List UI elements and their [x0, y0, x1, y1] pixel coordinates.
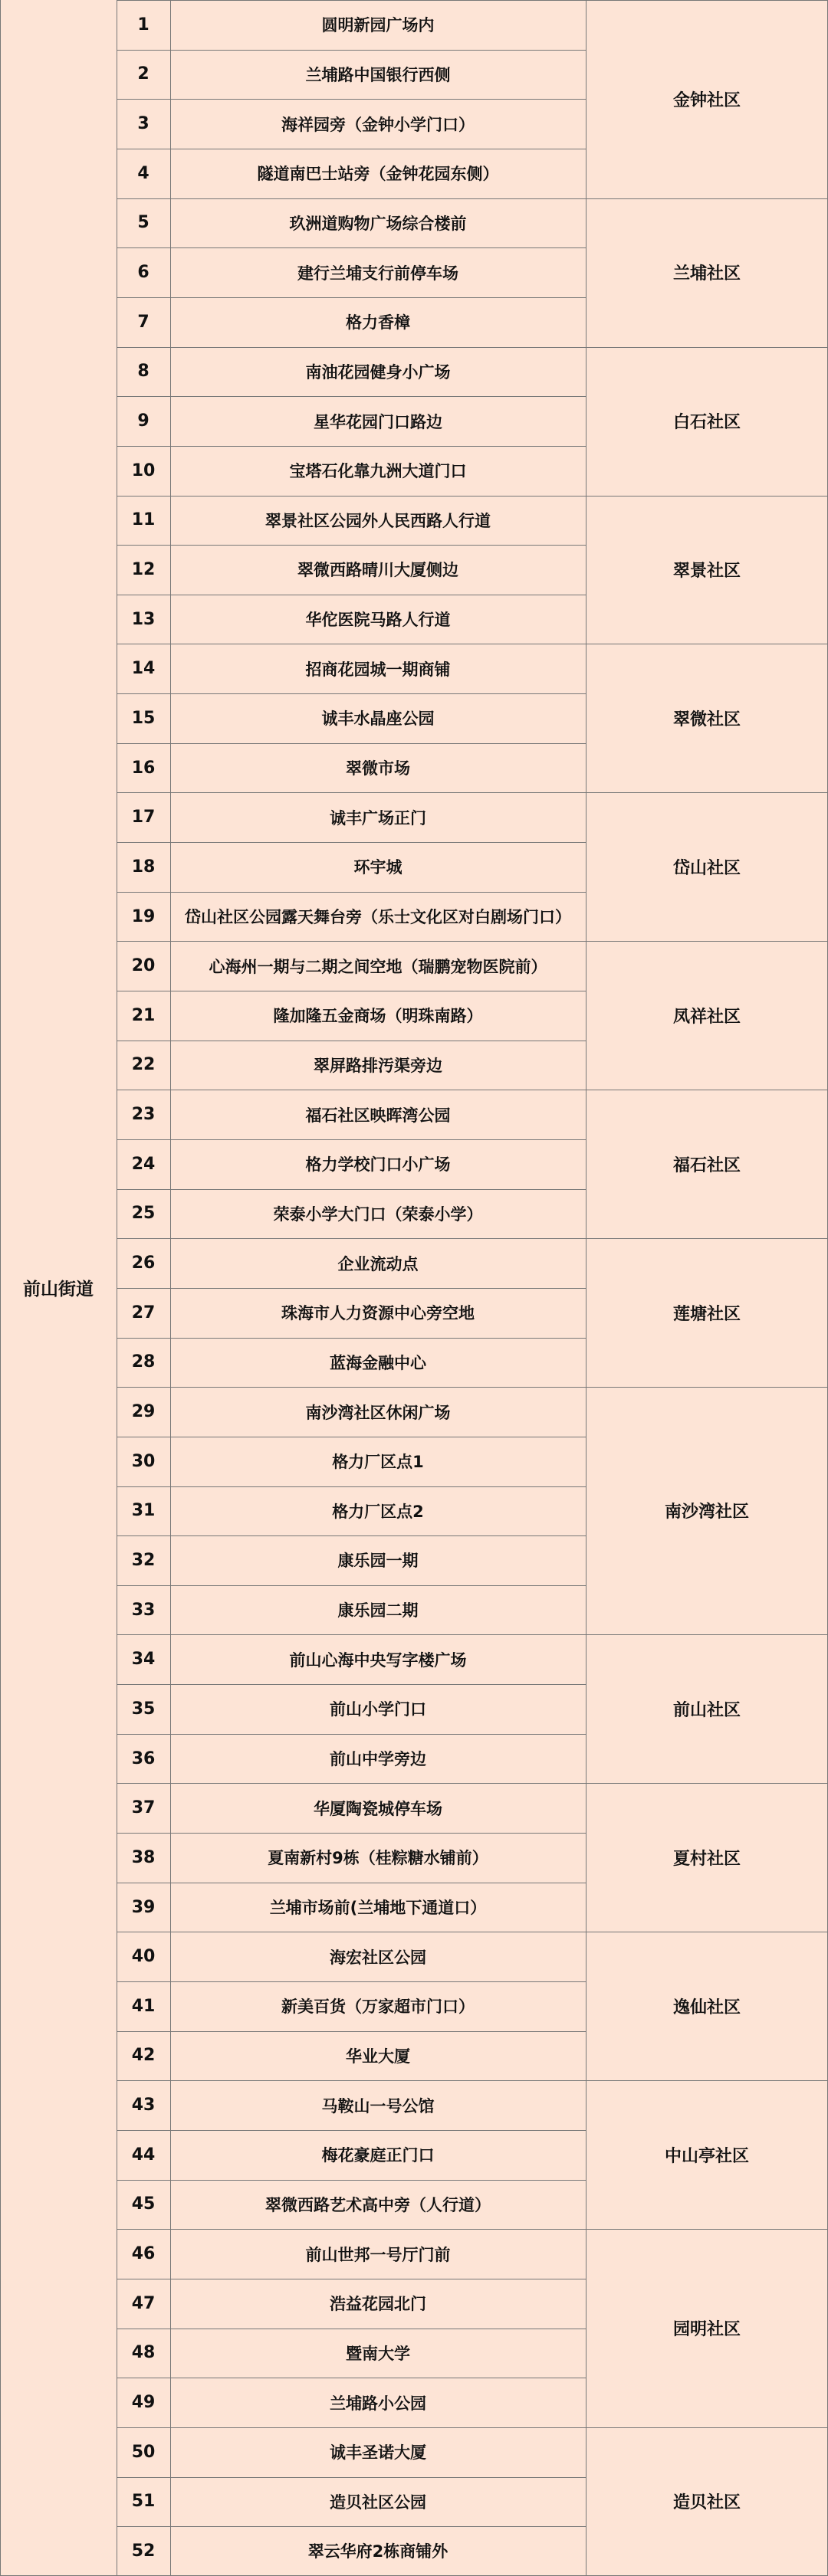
row-number-cell: 8	[137, 362, 150, 382]
location-cell: 荣泰小学大门口（荣泰小学）	[273, 1204, 483, 1224]
location-cell: 暨南大学	[346, 2344, 410, 2363]
row-divider	[117, 941, 586, 942]
row-number-cell: 50	[131, 2442, 156, 2462]
location-cell: 建行兰埔支行前停车场	[297, 264, 458, 283]
location-cell: 新美百货（万家超市门口）	[281, 1998, 475, 2017]
row-number-cell: 4	[137, 163, 150, 183]
row-number-cell: 17	[131, 808, 156, 828]
row-divider	[117, 1585, 586, 1586]
community-cell: 莲塘社区	[672, 1304, 741, 1324]
row-number-cell: 14	[131, 659, 156, 679]
row-divider	[117, 496, 586, 497]
location-cell: 兰埔路小公园	[330, 2394, 426, 2413]
location-cell: 翠景社区公园外人民西路人行道	[265, 511, 491, 530]
row-divider	[117, 1238, 586, 1239]
row-number-cell: 51	[131, 2492, 156, 2512]
row-divider	[117, 743, 586, 744]
community-cell: 造贝社区	[672, 2493, 741, 2513]
location-cell: 夏南新村9栋（桂粽糖水铺前）	[268, 1849, 488, 1868]
row-divider	[117, 1684, 586, 1685]
row-divider	[117, 198, 586, 199]
row-divider	[117, 0, 586, 1]
row-number-cell: 48	[131, 2343, 156, 2363]
location-cell: 翠云华府2栋商铺外	[307, 2542, 449, 2561]
row-number-cell: 49	[131, 2393, 156, 2412]
row-divider	[117, 1833, 586, 1834]
row-number-cell: 38	[131, 1847, 156, 1867]
row-divider	[117, 99, 586, 100]
row-number-cell: 43	[131, 2096, 156, 2116]
location-cell: 格力厂区点2	[332, 1502, 424, 1521]
row-divider	[117, 545, 586, 546]
row-number-cell: 10	[131, 460, 156, 480]
row-number-cell: 16	[131, 758, 156, 778]
location-cell: 宝塔石化靠九洲大道门口	[289, 462, 467, 481]
location-cell: 马鞍山一号公馆	[321, 2096, 435, 2116]
location-cell: 福石社区映晖湾公园	[305, 1106, 451, 1125]
community-cell: 中山亭社区	[664, 2146, 749, 2166]
community-cell: 南沙湾社区	[664, 1503, 749, 1522]
row-divider	[117, 2526, 586, 2527]
location-cell: 华业大厦	[346, 2047, 410, 2066]
row-number-cell: 29	[131, 1402, 156, 1421]
row-divider	[117, 347, 586, 348]
row-number-cell: 52	[131, 2541, 156, 2561]
row-divider	[117, 396, 586, 397]
row-number-cell: 31	[131, 1501, 156, 1521]
location-cell: 圆明新园广场内	[321, 16, 435, 35]
row-number-cell: 1	[137, 15, 150, 34]
row-number-cell: 12	[131, 559, 156, 579]
location-cell: 格力香樟	[346, 313, 410, 333]
community-cell: 凤祥社区	[672, 1007, 741, 1027]
community-cell: 兰埔社区	[672, 264, 741, 284]
row-divider	[117, 50, 586, 51]
row-number-cell: 28	[131, 1352, 156, 1372]
location-cell: 招商花园城一期商铺	[305, 660, 451, 679]
location-cell: 星华花园门口路边	[314, 412, 442, 431]
row-number-cell: 9	[137, 411, 150, 431]
community-divider	[586, 0, 828, 1]
street-name-cell: 前山街道	[23, 1280, 94, 1300]
community-divider	[586, 1783, 828, 1784]
community-divider	[586, 2080, 828, 2081]
row-number-cell: 19	[131, 906, 156, 926]
location-cell: 南油花园健身小广场	[305, 362, 451, 382]
community-divider	[586, 2427, 828, 2428]
row-divider	[117, 1981, 586, 1982]
location-cell: 隆加隆五金商场（明珠南路）	[273, 1007, 483, 1026]
community-divider	[586, 198, 828, 199]
row-divider	[117, 2229, 586, 2230]
location-cell: 兰埔路中国银行西侧	[305, 65, 451, 84]
location-cell: 岱山社区公园露天舞台旁（乐士文化区对白剧场门口）	[185, 908, 571, 926]
row-number-cell: 44	[131, 2145, 156, 2165]
row-number-cell: 47	[131, 2293, 156, 2313]
community-cell: 金钟社区	[672, 90, 741, 110]
row-divider	[117, 2031, 586, 2032]
location-cell: 华佗医院马路人行道	[305, 611, 451, 630]
community-cell: 前山社区	[672, 1700, 741, 1720]
community-divider	[586, 347, 828, 348]
row-divider	[117, 446, 586, 447]
row-divider	[117, 1338, 586, 1339]
row-number-cell: 18	[131, 857, 156, 877]
community-divider	[586, 1387, 828, 1388]
row-divider	[117, 693, 586, 694]
row-divider	[117, 1387, 586, 1388]
location-cell: 梅花豪庭正门口	[321, 2146, 435, 2165]
row-number-cell: 27	[131, 1303, 156, 1322]
row-number-cell: 20	[131, 956, 156, 976]
community-cell: 岱山社区	[672, 858, 741, 878]
community-cell: 逸仙社区	[672, 1998, 741, 2017]
location-cell: 浩益花园北门	[330, 2295, 426, 2314]
row-number-cell: 26	[131, 1254, 156, 1273]
row-divider	[117, 2080, 586, 2081]
row-divider	[117, 2427, 586, 2428]
location-cell: 海祥园旁（金钟小学门口）	[281, 115, 475, 134]
community-cell: 夏村社区	[672, 1849, 741, 1869]
location-cell: 翠微西路艺术高中旁（人行道）	[265, 2195, 491, 2214]
row-divider	[117, 842, 586, 843]
row-divider	[117, 1783, 586, 1784]
row-number-cell: 15	[131, 708, 156, 728]
location-cell: 诚丰圣诺大厦	[330, 2443, 426, 2463]
community-cell: 园明社区	[672, 2320, 741, 2340]
row-number-cell: 39	[131, 1897, 156, 1917]
row-number-cell: 30	[131, 1451, 156, 1471]
row-number-cell: 37	[131, 1798, 156, 1818]
location-cell: 隧道南巴士站旁（金钟花园东侧）	[257, 165, 499, 184]
location-cell: 玖洲道购物广场综合楼前	[289, 214, 467, 233]
location-cell: 兰埔市场前(兰埔地下通道口）	[269, 1899, 487, 1917]
location-cell: 诚丰水晶座公园	[321, 710, 435, 729]
row-number-cell: 21	[131, 1005, 156, 1025]
row-number-cell: 6	[137, 263, 150, 283]
location-cell: 南沙湾社区休闲广场	[305, 1403, 451, 1422]
row-divider	[117, 2180, 586, 2181]
community-divider	[586, 2229, 828, 2230]
row-number-cell: 42	[131, 2046, 156, 2066]
location-cell: 格力厂区点1	[332, 1453, 424, 1472]
location-cell: 海宏社区公园	[330, 1948, 426, 1967]
row-divider	[117, 1189, 586, 1190]
row-number-cell: 35	[131, 1699, 156, 1719]
row-number-cell: 41	[131, 1996, 156, 2016]
row-number-cell: 32	[131, 1550, 156, 1570]
row-divider	[117, 892, 586, 893]
row-number-cell: 34	[131, 1650, 156, 1670]
row-divider	[117, 1734, 586, 1735]
community-divider	[586, 1634, 828, 1635]
location-cell: 华厦陶瓷城停车场	[314, 1799, 442, 1818]
row-number-cell: 7	[137, 312, 150, 332]
location-cell: 前山中学旁边	[330, 1750, 426, 1769]
row-number-cell: 13	[131, 609, 156, 629]
location-cell: 造贝社区公园	[330, 2492, 426, 2512]
location-cell: 蓝海金融中心	[330, 1353, 426, 1372]
location-cell: 环宇城	[353, 858, 402, 877]
row-number-cell: 40	[131, 1947, 156, 1967]
location-cell: 康乐园二期	[337, 1601, 419, 1621]
community-cell: 福石社区	[672, 1155, 741, 1175]
community-cell: 白石社区	[672, 413, 741, 433]
community-cell: 翠微社区	[672, 710, 741, 729]
row-divider	[117, 792, 586, 793]
row-number-cell: 24	[131, 1154, 156, 1174]
row-number-cell: 5	[137, 213, 150, 233]
row-divider	[117, 247, 586, 248]
location-cell: 格力学校门口小广场	[305, 1155, 451, 1175]
location-cell: 前山心海中央写字楼广场	[289, 1650, 467, 1670]
row-divider	[117, 1535, 586, 1536]
row-number-cell: 3	[137, 114, 150, 134]
row-number-cell: 2	[137, 64, 150, 84]
location-cell: 前山世邦一号厅门前	[305, 2245, 451, 2264]
grid-line-left	[0, 0, 1, 2576]
row-number-cell: 22	[131, 1055, 156, 1075]
community-divider	[586, 792, 828, 793]
location-cell: 珠海市人力资源中心旁空地	[281, 1304, 475, 1323]
row-divider	[117, 1634, 586, 1635]
community-cell: 翠景社区	[672, 561, 741, 581]
row-number-cell: 33	[131, 1600, 156, 1620]
row-divider	[117, 2477, 586, 2478]
row-divider	[117, 297, 586, 298]
community-divider	[586, 941, 828, 942]
row-number-cell: 36	[131, 1748, 156, 1768]
row-divider	[117, 1486, 586, 1487]
row-number-cell: 25	[131, 1204, 156, 1224]
row-number-cell: 45	[131, 2194, 156, 2214]
location-cell: 企业流动点	[337, 1254, 419, 1273]
location-cell: 翠微市场	[346, 759, 410, 778]
location-cell: 康乐园一期	[337, 1552, 419, 1571]
location-cell: 前山小学门口	[330, 1700, 426, 1719]
community-divider	[586, 496, 828, 497]
row-divider	[117, 2130, 586, 2131]
location-cell: 诚丰广场正门	[330, 808, 426, 828]
row-number-cell: 11	[131, 510, 156, 530]
row-divider	[117, 1139, 586, 1140]
row-divider	[117, 1288, 586, 1289]
community-divider	[586, 1238, 828, 1239]
row-number-cell: 46	[131, 2244, 156, 2264]
location-cell: 翠微西路晴川大厦侧边	[297, 561, 458, 580]
location-cell: 心海州一期与二期之间空地（瑞鹏宠物医院前）	[209, 957, 547, 976]
location-cell: 翠屏路排汚渠旁边	[314, 1056, 442, 1075]
grid-line-num	[170, 0, 171, 2576]
row-number-cell: 23	[131, 1105, 156, 1125]
